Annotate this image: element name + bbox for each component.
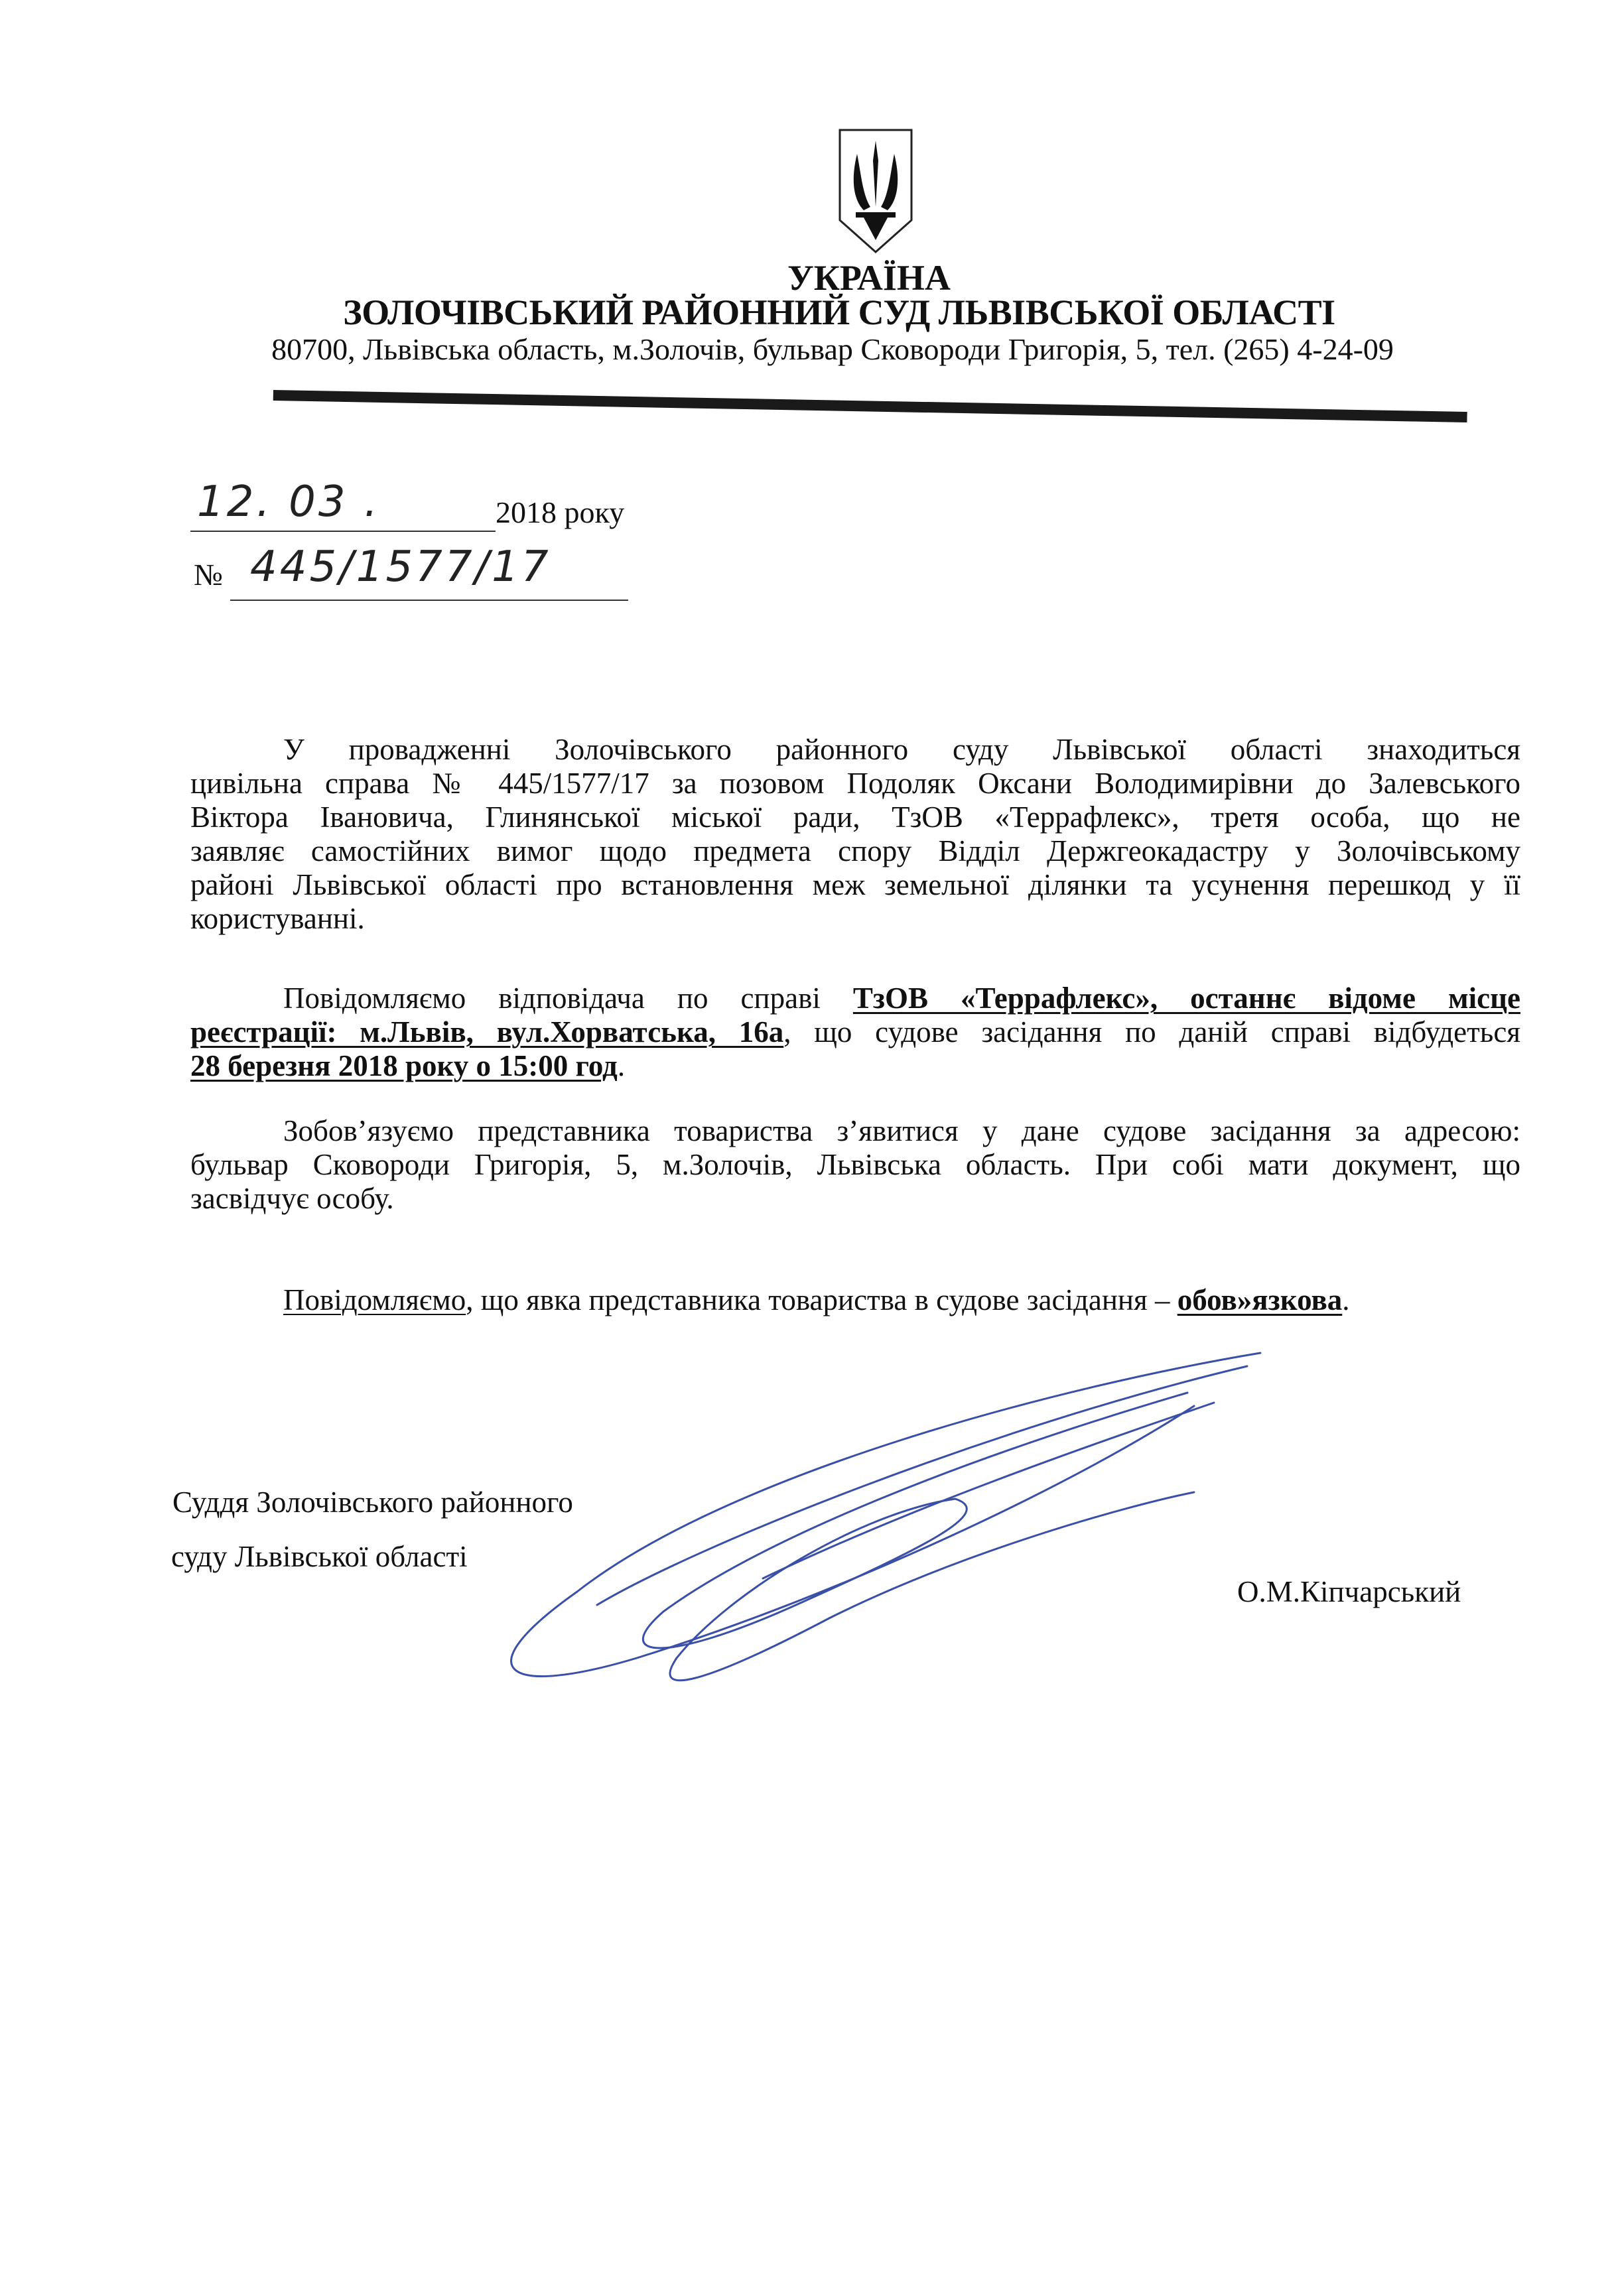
text-line: користуванні. <box>190 902 365 935</box>
number-sign: № <box>194 558 223 592</box>
defendant-address: реєстрації: м.Львів, вул.Хорватська, 16а <box>190 1015 784 1049</box>
text-line: бульвар Сковороди Григорія, 5, м.Золочів, Львівська область. При собі мати документ, що <box>190 1148 1520 1181</box>
hearing-datetime: 28 березня 2018 року о 15:00 год <box>190 1049 618 1082</box>
court-address: 80700, Львівська область, м.Золочів, бульвар Сковороди Григорія, 5, тел. (265) 4-24-09 <box>271 332 1394 366</box>
paragraph-case-description <box>190 733 1520 936</box>
mandatory-label: обов»язкова <box>1177 1283 1343 1316</box>
paragraph-attendance <box>190 1283 1520 1317</box>
text-line: Зобов’язуємо представника товариства з’явитися у дане судове засідання за адресою: <box>283 1114 1520 1147</box>
text-segment: . <box>617 1049 626 1082</box>
text-line: Віктора Івановича, Глинянської міської ради, ТзОВ «Террафлекс», третя особа, що не <box>190 800 1520 834</box>
text-line <box>190 982 1520 1015</box>
judge-title-line1: Суддя Золочівського районного <box>172 1486 573 1519</box>
header-divider <box>273 390 1467 422</box>
paragraph-notification <box>190 982 1520 1083</box>
text-line <box>190 1283 1520 1317</box>
text-segment: , що судове засідання по даній справі відбудеться <box>783 1015 1520 1049</box>
paragraph-obligation <box>190 1114 1520 1216</box>
judge-title-line2: суду Львівської області <box>171 1540 468 1573</box>
court-name: ЗОЛОЧІВСЬКИЙ РАЙОННИЙ СУД ЛЬВІВСЬКОЇ ОБЛАСТІ <box>343 292 1335 332</box>
text-line: заявляє самостійних вимог щодо предмета спору Відділ Держгеокадастру у Золочівському <box>190 834 1520 867</box>
text-line: районі Львівської області про встановлення меж земельної ділянки та усунення перешкод у її <box>190 868 1520 901</box>
judge-name: О.М.Кіпчарський <box>1237 1575 1461 1608</box>
text-line <box>190 1015 1520 1049</box>
year-label: 2018 року <box>496 495 625 529</box>
text-segment: Повідомляємо <box>283 1283 466 1316</box>
text-line: У провадженні Золочівського районного суду Львівської області знаходиться <box>283 733 1520 766</box>
text-line: засвідчує особу. <box>190 1182 394 1215</box>
date-field <box>190 478 685 529</box>
text-segment: Повідомляємо відповідача по справі <box>283 982 853 1015</box>
handwritten-case-number: 445/1577/17 <box>250 542 551 592</box>
defendant-name: ТзОВ «Террафлекс», останнє відоме місце <box>852 982 1520 1015</box>
coat-of-arms-icon <box>837 127 914 253</box>
number-underline <box>230 600 628 601</box>
text-segment: , що явка представника товариства в судове засідання – <box>466 1283 1177 1316</box>
text-segment: . <box>1342 1283 1350 1316</box>
case-number-field <box>190 542 655 631</box>
country-heading: УКРАЇНА <box>787 258 951 298</box>
text-line <box>190 1049 1520 1083</box>
text-line: цивільна справа № 445/1577/17 за позовом Подоляк Оксани Володимирівни до Залевського <box>190 767 1520 800</box>
date-underline <box>190 531 496 532</box>
handwritten-date: 12. 03 . <box>197 478 381 527</box>
